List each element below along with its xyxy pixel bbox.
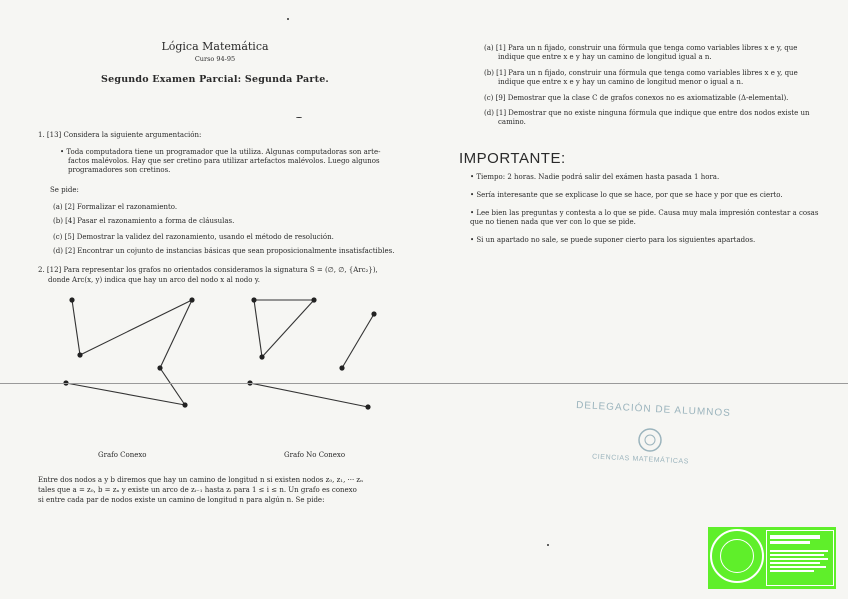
important-bullet-3-cont: que no tienen nada que ver con lo que se pide.: [470, 218, 636, 226]
graph-not-connected: [250, 300, 374, 407]
important-bullet-3: • Lee bien las preguntas y contesta a lo que se pide. Causa muy mala impresión contestar a cosas: [470, 209, 819, 217]
important-bullet-1: • Tiempo: 2 horas. Nadie podrá salir del exámen hasta pasada 1 hora.: [470, 173, 720, 181]
label-connected-graph: Grafo Conexo: [98, 451, 147, 459]
q1-item-c: (c) [5] Demostrar la validez del razonamiento, usando el método de resolución.: [53, 233, 334, 241]
q2-line-1: 2. [12] Para representar los grafos no orientados consideramos la signatura S = (∅, ∅, {Arc₂}),: [38, 266, 378, 274]
graph-not-connected-edge: [254, 300, 262, 357]
graph-node: [339, 365, 344, 370]
definition-line-1: Entre dos nodos a y b diremos que hay un camino de longitud n si existen nodos z₀, z₁, ··· zₙ: [38, 476, 364, 484]
paper-speck: [547, 544, 549, 546]
graph-not-connected-nodes: [247, 297, 376, 409]
stamp-bottom-text: CIENCIAS MATEMÁTICAS: [591, 453, 690, 466]
graph-connected-edge: [80, 300, 192, 355]
graph-connected-nodes: [63, 297, 194, 407]
right-item-b-line-2: indique que entre x e y hay un camino de longitud menor o igual a n.: [498, 78, 744, 86]
graph-connected-edge: [160, 368, 185, 405]
graph-connected: [66, 300, 192, 405]
graph-not-connected-edge: [342, 314, 374, 368]
q1-item-d: (d) [2] Encontrar un cojunto de instancias básicas que sean proposicionalmente insatisfactibles.: [53, 247, 395, 255]
page-fold-line: [0, 383, 848, 384]
graph-node: [259, 354, 264, 359]
important-bullet-2: • Sería interesante que se explicase lo que se hace, por que se hace y por que es cierto.: [470, 191, 783, 199]
graph-node: [311, 297, 316, 302]
paper-speck: [287, 18, 289, 20]
definition-line-3: si entre cada par de nodos existe un camino de longitud n para algún n. Se pide:: [38, 496, 325, 504]
exam-heading: Segundo Examen Parcial: Segunda Parte.: [101, 74, 329, 85]
right-item-a-line-2: indique que entre x e y hay un camino de longitud igual a n.: [498, 53, 712, 61]
graph-connected-edge: [66, 383, 185, 405]
right-item-c: (c) [9] Demostrar que la clase C de grafos conexos no es axiomatizable (Δ-elemental).: [484, 94, 789, 102]
doc-title: Lógica Matemática: [161, 40, 269, 53]
important-bullet-4: • Si un apartado no sale, se puede suponer cierto para los siguientes apartados.: [470, 236, 756, 244]
q2-line-2: donde Arc(x, y) indica que hay un arco del nodo x al nodo y.: [48, 276, 260, 284]
important-title: IMPORTANTE:: [459, 150, 566, 167]
graph-not-connected-edge: [250, 383, 368, 407]
q1-bullet-line-3: programadores son cretinos.: [68, 166, 171, 174]
graph-not-connected-edge: [262, 300, 314, 357]
q1-bullet-line-2: factos malévolos. Hay que ser cretino para utilizar artefactos malévolos. Luego algunos: [68, 157, 380, 165]
right-item-b-line-1: (b) [1] Para un n fijado, construir una fórmula que tenga como variables libres x e y, que: [484, 69, 798, 77]
definition-line-2: tales que a = z₀, b = zₙ y existe un arco de zᵢ₋₁ hasta zᵢ para 1 ≤ i ≤ n. Un grafo es conexo: [38, 486, 357, 494]
stamp-emblem-icon: [636, 426, 664, 454]
graph-node: [189, 297, 194, 302]
green-stamp-text: [770, 533, 832, 574]
right-item-a-line-1: (a) [1] Para un n fijado, construir una fórmula que tenga como variables libres x e y, que: [484, 44, 798, 52]
paper-speck: [296, 117, 302, 118]
graph-node: [77, 352, 82, 357]
graph-node: [371, 311, 376, 316]
q1-intro: 1. [13] Considera la siguiente argumentación:: [38, 131, 202, 139]
q1-item-a: (a) [2] Formalizar el razonamiento.: [53, 203, 178, 211]
graph-node: [157, 365, 162, 370]
green-stamp-seal-inner-icon: [720, 539, 754, 573]
graph-connected-edge: [160, 300, 192, 368]
q1-se-pide: Se pide:: [50, 186, 79, 194]
graph-node: [69, 297, 74, 302]
q1-bullet-line-1: • Toda computadora tiene un programador que la utiliza. Algunas computadoras son arte-: [60, 148, 381, 156]
graph-connected-edge: [72, 300, 80, 355]
right-item-d-line-2: camino.: [498, 118, 526, 126]
graph-node: [182, 402, 187, 407]
label-not-connected-graph: Grafo No Conexo: [284, 451, 346, 459]
graph-node: [365, 404, 370, 409]
course-label: Curso 94-95: [194, 55, 236, 63]
right-item-d-line-1: (d) [1] Demostrar que no existe ninguna fórmula que indique que entre dos nodos existe un: [484, 109, 810, 117]
q1-item-b: (b) [4] Pasar el razonamiento a forma de cláusulas.: [53, 217, 235, 225]
stamp-top-text: DELEGACIÓN DE ALUMNOS: [575, 399, 732, 420]
graph-node: [251, 297, 256, 302]
